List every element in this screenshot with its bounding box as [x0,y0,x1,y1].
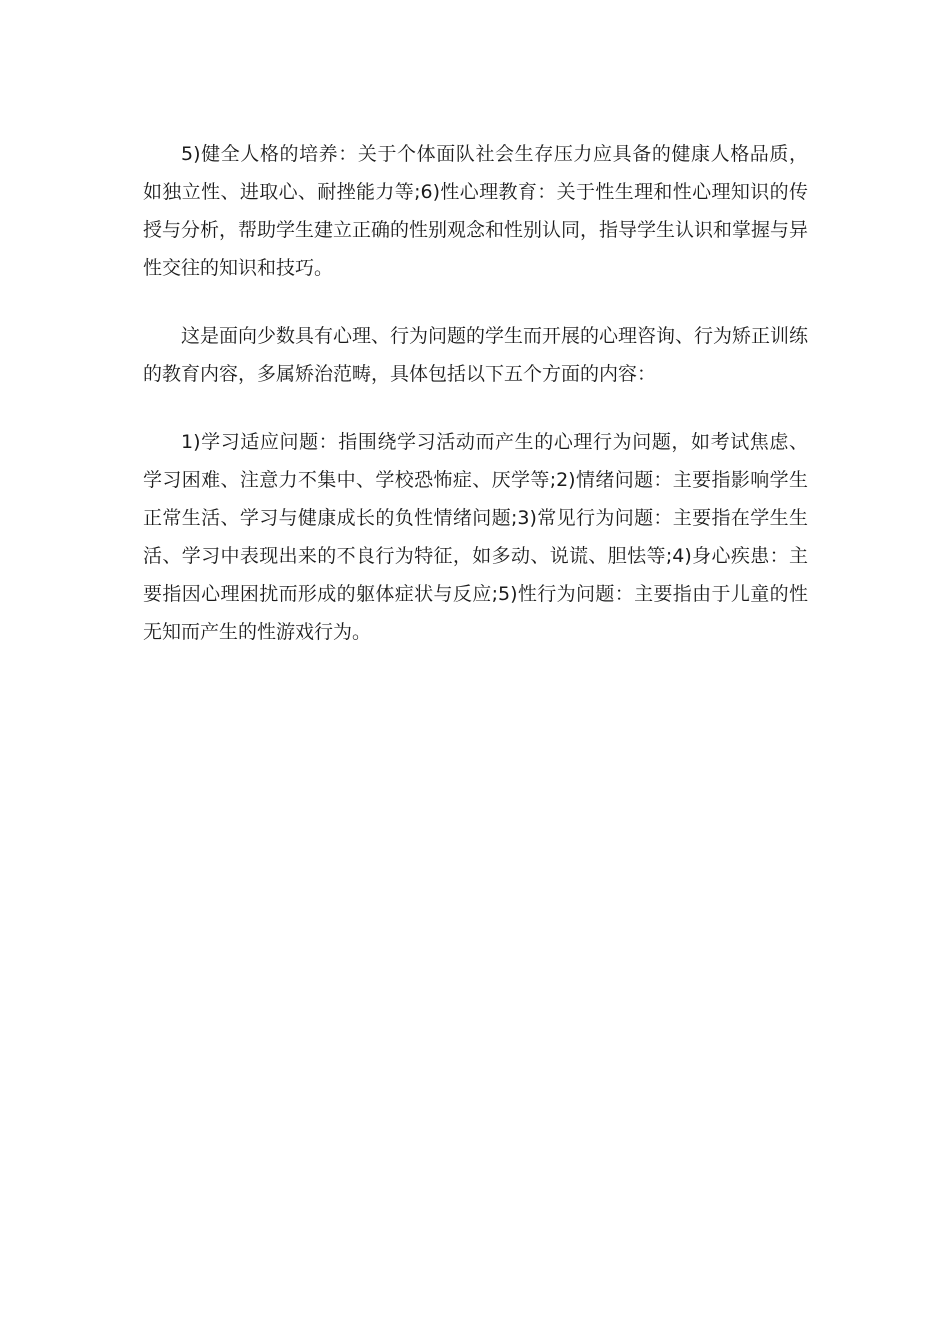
document-body [143,135,808,681]
paragraph-personality-sex-education: 5)健全人格的培养：关于个体面队社会生存压力应具备的健康人格品质，如独立性、进取心、耐挫能力等;6)性心理教育：关于性生理和性心理知识的传授与分析，帮助学生建立正确的性别观念和性别认同，指导学生认识和掌握与异性交往的知识和技巧。 [143,143,809,279]
paragraph-counseling-intro: 这是面向少数具有心理、行为问题的学生而开展的心理咨询、行为矫正训练的教育内容，多属矫治范畴，具体包括以下五个方面的内容： [143,325,809,385]
paragraph-problem-types: 1)学习适应问题：指围绕学习活动而产生的心理行为问题，如考试焦虑、学习困难、注意力不集中、学校恐怖症、厌学等;2)情绪问题：主要指影响学生正常生活、学习与健康成长的负性情绪问题;3)常见行为问题：主要指在学生生活、学习中表现出来的不良行为特征，如多动、说谎、胆怯等;4)身心疾患：主要指因心理困扰而形成的躯体症状与反应;5)性行为问题：主要指由于儿童的性无知而产生的性游戏行为。 [143,431,808,643]
